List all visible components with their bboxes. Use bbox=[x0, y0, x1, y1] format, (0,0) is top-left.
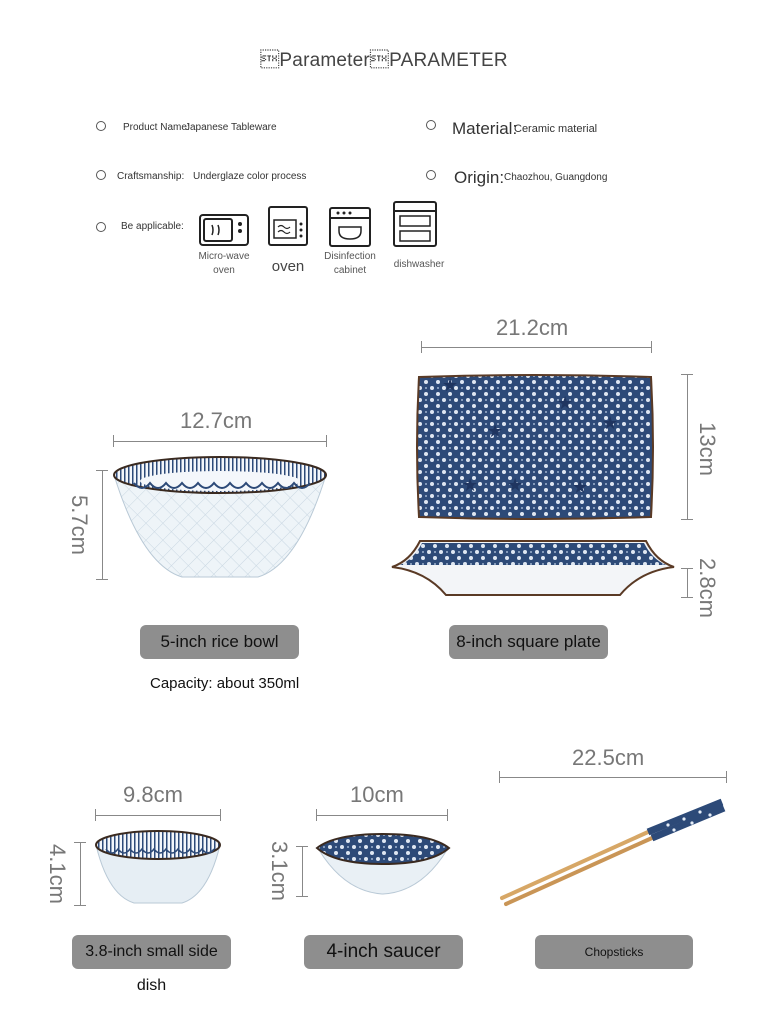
material-label: Material: bbox=[452, 119, 518, 138]
svg-text:★: ★ bbox=[507, 475, 524, 495]
svg-text:★: ★ bbox=[602, 413, 619, 433]
saucer-height: 3.1cm bbox=[267, 841, 292, 901]
side-dish-height: 4.1cm bbox=[45, 844, 70, 904]
origin-value: Chaozhou, Guangdong bbox=[504, 172, 608, 183]
plate-depth: 13cm bbox=[695, 422, 720, 476]
dimension-tick bbox=[421, 341, 422, 353]
material-value: Ceramic material bbox=[514, 123, 598, 135]
dimension-tick bbox=[681, 374, 693, 375]
dimension-tick bbox=[447, 809, 448, 821]
dimension-tick bbox=[113, 435, 114, 447]
dimension-line bbox=[421, 347, 652, 348]
craftsmanship-value: Underglaze color process bbox=[193, 171, 307, 182]
dimension-tick bbox=[681, 519, 693, 520]
svg-text:★: ★ bbox=[557, 393, 574, 413]
chopsticks-length: 22.5cm bbox=[572, 745, 645, 770]
side-dish-width: 9.8cm bbox=[123, 782, 183, 807]
side-dish-label: 3.8-inch small side dish bbox=[72, 935, 231, 969]
dimension-line bbox=[80, 842, 81, 906]
dimension-tick bbox=[681, 597, 693, 598]
appliance-label: oven bbox=[271, 258, 305, 275]
square-plate-top-image bbox=[417, 373, 653, 521]
appliance-label: Disinfection cabinet bbox=[324, 251, 376, 276]
dimension-tick bbox=[96, 470, 108, 471]
dimension-tick bbox=[296, 846, 308, 847]
side-dish-image bbox=[94, 829, 222, 907]
square-plate-label: 8-inch square plate bbox=[449, 625, 608, 659]
svg-text:★: ★ bbox=[572, 477, 589, 497]
square-plate-side-image bbox=[390, 537, 676, 597]
oven-icon bbox=[268, 206, 308, 246]
appliance-label: dishwasher bbox=[393, 259, 445, 270]
dimension-tick bbox=[326, 435, 327, 447]
product-name-label: Product Name: bbox=[123, 122, 190, 133]
dimension-tick bbox=[726, 771, 727, 783]
saucer-width: 10cm bbox=[350, 782, 404, 807]
applicable-label: Be applicable: bbox=[121, 221, 184, 232]
bullet-icon bbox=[96, 121, 106, 131]
rice-bowl-image bbox=[112, 455, 328, 580]
svg-text:★: ★ bbox=[462, 475, 479, 495]
chopsticks-image bbox=[498, 798, 730, 908]
bullet-icon bbox=[96, 222, 106, 232]
svg-text:★: ★ bbox=[487, 421, 504, 441]
dishwasher-icon bbox=[393, 201, 437, 247]
dimension-line bbox=[102, 470, 103, 580]
rice-bowl-width: 12.7cm bbox=[180, 408, 253, 433]
plate-width: 21.2cm bbox=[496, 315, 569, 340]
plate-height: 2.8cm bbox=[695, 558, 720, 618]
dimension-tick bbox=[651, 341, 652, 353]
rice-bowl-height: 5.7cm bbox=[67, 495, 92, 555]
dimension-tick bbox=[316, 809, 317, 821]
svg-text:★: ★ bbox=[442, 375, 459, 395]
dimension-line bbox=[113, 441, 327, 442]
dimension-line bbox=[499, 777, 727, 778]
dimension-tick bbox=[96, 579, 108, 580]
dimension-line bbox=[687, 374, 688, 520]
rice-bowl-capacity: Capacity: about 350ml bbox=[150, 675, 300, 692]
saucer-image bbox=[315, 832, 451, 898]
dimension-tick bbox=[220, 809, 221, 821]
dimension-tick bbox=[499, 771, 500, 783]
dimension-line bbox=[302, 846, 303, 897]
dimension-tick bbox=[95, 809, 96, 821]
dimension-tick bbox=[74, 842, 86, 843]
dimension-line bbox=[95, 815, 221, 816]
appliance-label: Micro-wave oven bbox=[198, 251, 250, 276]
dimension-line bbox=[316, 815, 448, 816]
dimension-tick bbox=[74, 905, 86, 906]
disinfection-cabinet-icon bbox=[329, 207, 371, 247]
origin-label: Origin: bbox=[454, 168, 505, 187]
dimension-line bbox=[687, 568, 688, 598]
saucer-label: 4-inch saucer bbox=[304, 935, 463, 969]
bullet-icon bbox=[96, 170, 106, 180]
chopsticks-label: Chopsticks bbox=[535, 935, 693, 969]
bullet-icon bbox=[426, 120, 436, 130]
bullet-icon bbox=[426, 170, 436, 180]
product-name-value: Japanese Tableware bbox=[185, 122, 277, 133]
microwave-icon bbox=[199, 214, 249, 246]
page-title: ParameterPARAMETER bbox=[260, 50, 508, 71]
dimension-tick bbox=[296, 896, 308, 897]
craftsmanship-label: Craftsmanship: bbox=[117, 171, 185, 182]
dimension-tick bbox=[681, 568, 693, 569]
rice-bowl-label: 5-inch rice bowl bbox=[140, 625, 299, 659]
